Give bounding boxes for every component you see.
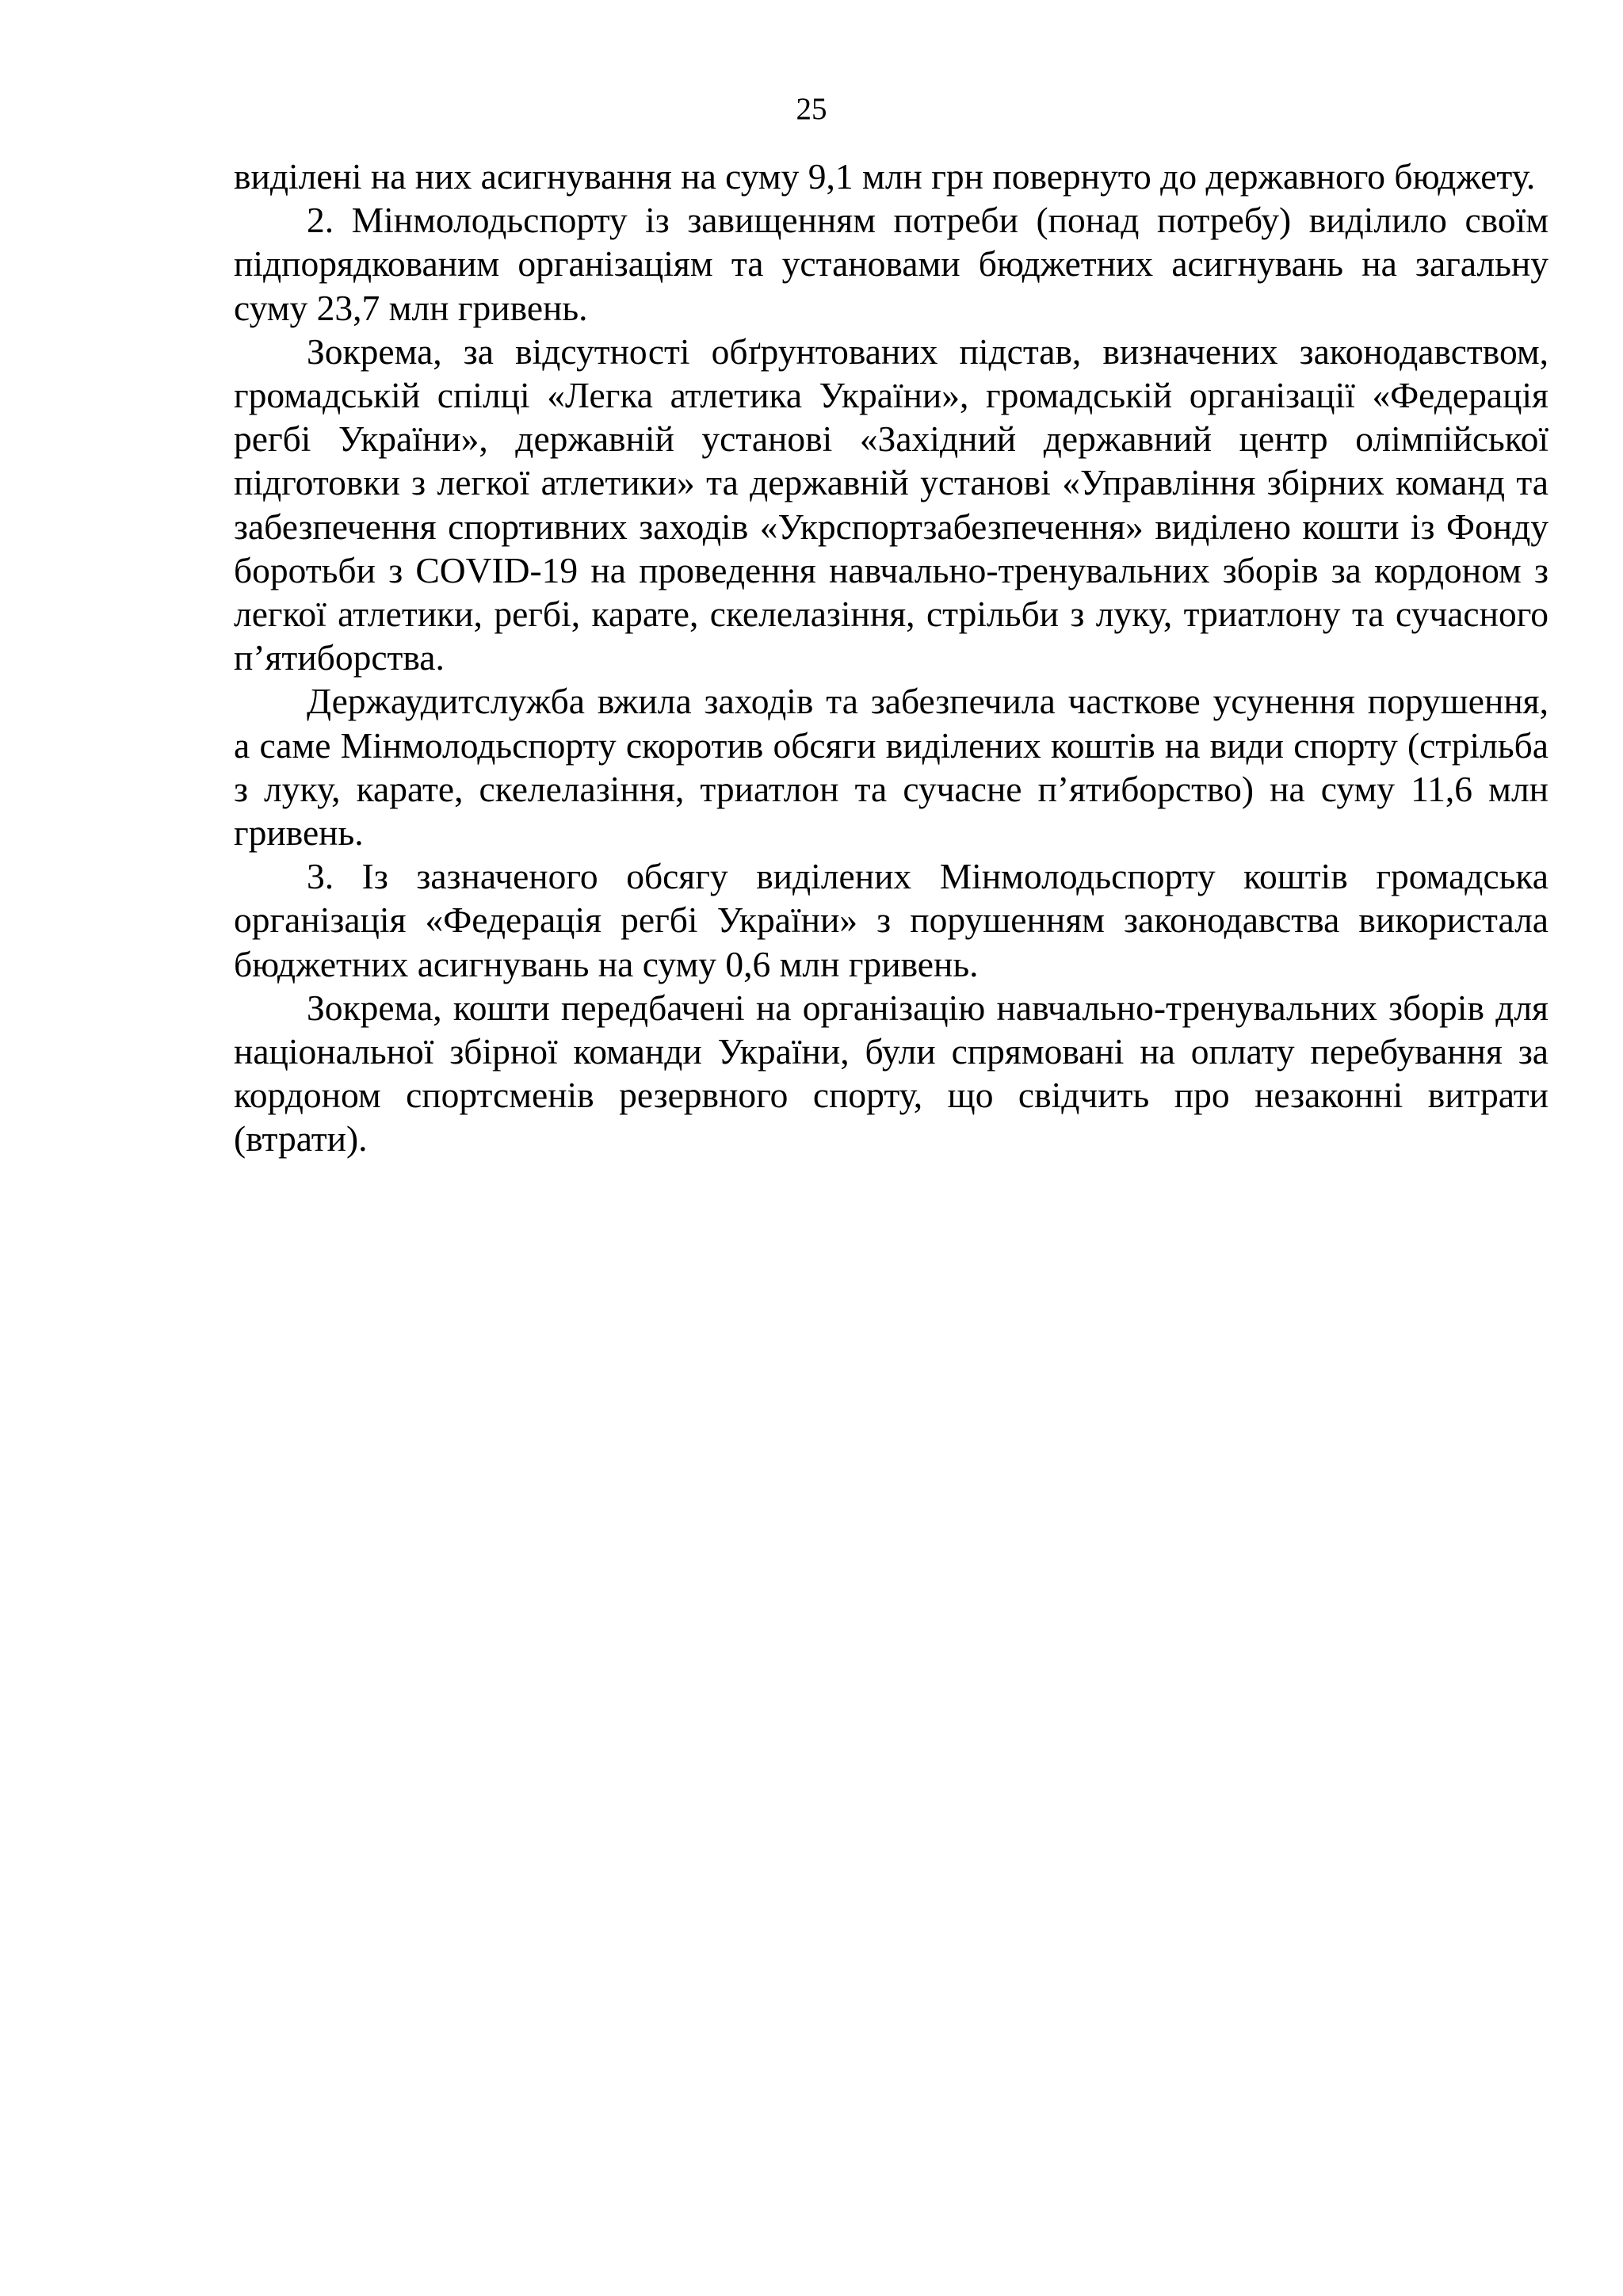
paragraph-item-2: 2. Мінмолодьспорту із завищенням потреби (понад потребу) виділило своїм підпорядкованим організаціям та установами бюджетних асигнувань на загальну суму 23,7 млн гривень. (234, 200, 1549, 328)
paragraph-continuation: виділені на них асигнування на суму 9,1 млн грн повернуто до державного бюджету. (234, 156, 1536, 197)
document-body (234, 155, 1549, 1161)
paragraph-conclusion: Зокрема, кошти передбачені на організацію навчально-тренувальних зборів для національної збірної команди України, були спрямовані на оплату перебування за кордоном спортсменів резервного спорту, що свідчить про незаконні витрати (втрати). (234, 987, 1549, 1159)
paragraph-details: Зокрема, за відсутності обґрунтованих підстав, визначених законодавством, громадській спілці «Легка атлетика України», громадській організації «Федерація регбі України», державній установі «Західний державний центр олімпійської підготовки з легкої атлетики» та державній установі «Управління збірних команд та забезпечення спортивних заходів «Укрспортзабезпечення» виділено кошти із Фонду боротьби з COVID-19 на проведення навчально-тренувальних зборів за кордоном з легкої атлетики, регбі, карате, скелелазіння, стрільби з луку, триатлону та сучасного п’ятиборства. (234, 330, 1549, 678)
paragraph-audit-measures: Держаудитслужба вжила заходів та забезпечила часткове усунення порушення, а саме Мінмолодьспорту скоротив обсяги виділених коштів на види спорту (стрільба з луку, карате, скелелазіння, триатлон та сучасне п’ятиборство) на суму 11,6 млн гривень. (234, 681, 1549, 854)
paragraph-item-3: 3. Із зазначеного обсягу виділених Мінмолодьспорту коштів громадська організація «Федерація регбі України» з порушенням законодавства використала бюджетних асигнувань на суму 0,6 млн гривень. (234, 856, 1549, 984)
page-number: 25 (796, 92, 827, 126)
